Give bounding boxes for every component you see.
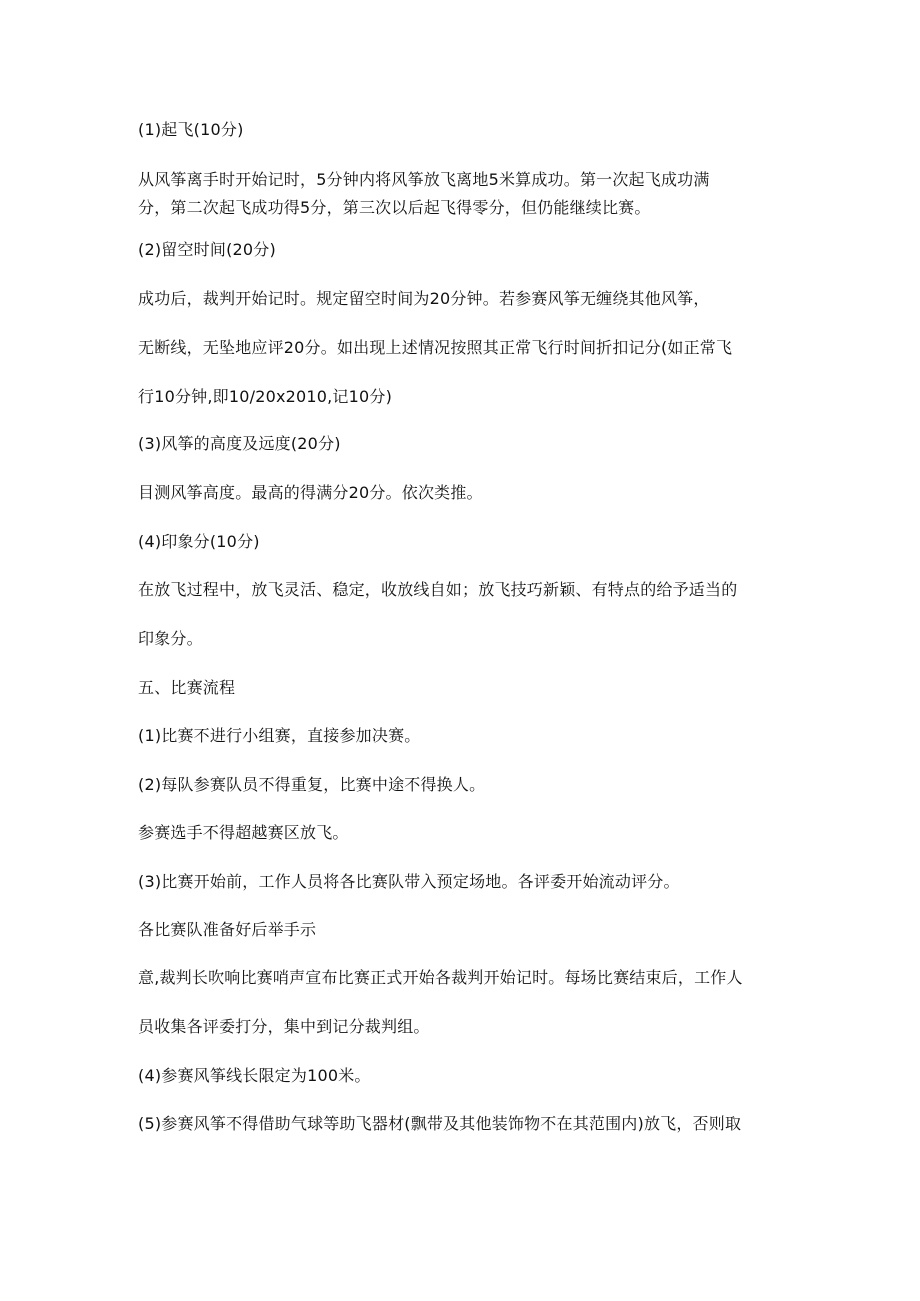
paragraph-line: 从风筝离手时开始记时，5分钟内将风筝放飞离地5米算成功。第一次起飞成功满 (138, 170, 710, 189)
paragraph-line: 印象分。 (138, 629, 203, 648)
paragraph-line: 分，第二次起飞成功得5分，第三次以后起飞得零分，但仍能继续比赛。 (138, 198, 651, 217)
paragraph-line: 各比赛队准备好后举手示 (138, 920, 317, 939)
paragraph-line: 在放飞过程中，放飞灵活、稳定，收放线自如；放飞技巧新颖、有特点的给予适当的 (138, 580, 738, 599)
paragraph-line: 无断线，无坠地应评20分。如出现上述情况按照其正常飞行时间折扣记分(如正常飞 (138, 338, 733, 357)
section-heading-takeoff: (1)起飞(10分) (138, 120, 244, 139)
paragraph-line: 目测风筝高度。最高的得满分20分。依次类推。 (138, 483, 483, 502)
paragraph-line: 参赛选手不得超越赛区放飞。 (138, 823, 349, 842)
section-heading-airtime: (2)留空时间(20分) (138, 240, 276, 259)
section-heading-impression: (4)印象分(10分) (138, 532, 260, 551)
section-heading-height: (3)风筝的高度及远度(20分) (138, 434, 341, 453)
paragraph-line: (1)比赛不进行小组赛，直接参加决赛。 (138, 726, 421, 745)
paragraph-line: (5)参赛风筝不得借助气球等助飞器材(飘带及其他装饰物不在其范围内)放飞，否则取 (138, 1114, 742, 1133)
paragraph-line: 意,裁判长吹响比赛哨声宣布比赛正式开始各裁判开始记时。每场比赛结束后，工作人 (138, 968, 743, 987)
paragraph-line: 成功后，裁判开始记时。规定留空时间为20分钟。若参赛风筝无缠绕其他风筝， (138, 289, 710, 308)
paragraph-line: (3)比赛开始前，工作人员将各比赛队带入预定场地。各评委开始流动评分。 (138, 872, 680, 891)
paragraph-line: (2)每队参赛队员不得重复，比赛中途不得换人。 (138, 775, 486, 794)
paragraph-line: 员收集各评委打分，集中到记分裁判组。 (138, 1017, 430, 1036)
section-heading-process: 五、比赛流程 (138, 678, 236, 697)
paragraph-line: 行10分钟,即10/20x2010,记10分) (138, 387, 393, 406)
paragraph-line: (4)参赛风筝线长限定为100米。 (138, 1066, 371, 1085)
